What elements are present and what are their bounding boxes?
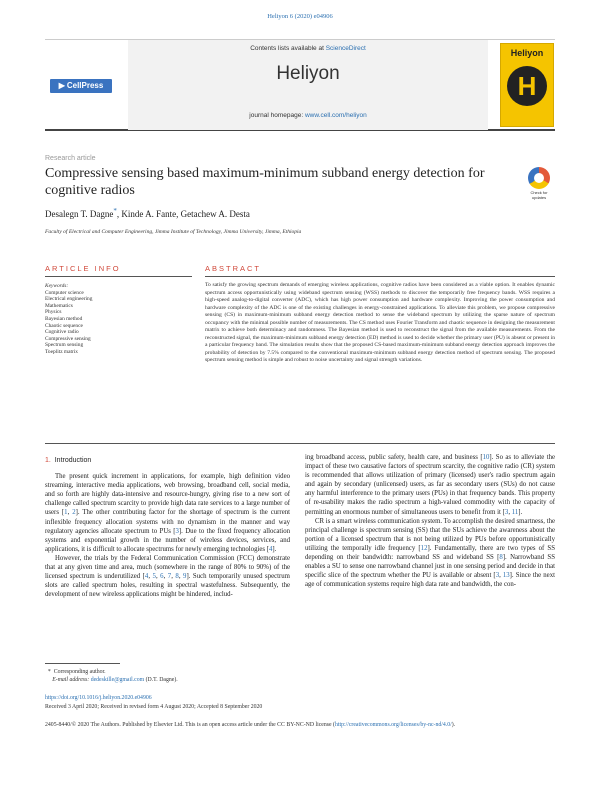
- paragraph-text: ,: [508, 508, 512, 516]
- paragraph: [45, 554, 290, 599]
- received-dates: Received 3 April 2020; Received in revised form 4 August 2020; Accepted 8 September 2020: [45, 703, 263, 710]
- cellpress-logo-text: CellPress: [66, 81, 104, 90]
- divider: [45, 276, 192, 277]
- keyword: Cognitive radio: [45, 329, 79, 336]
- paragraph-text: ]. Due to the fixed frequency allocation systems and exponential growth in the number of wireless devices, services, and applications, it is difficult to allocate spectrums for newly emerging technologies [: [45, 527, 290, 553]
- citation-link[interactable]: 9: [183, 573, 187, 581]
- section-number: 1.: [45, 457, 51, 464]
- author-name[interactable]: Getachew A. Desta: [180, 209, 250, 219]
- doi-block: [45, 694, 555, 711]
- paragraph: [305, 517, 555, 590]
- contents-prefix: Contents lists available at: [250, 45, 326, 52]
- author-name[interactable]: Kinde A. Fante: [121, 209, 177, 219]
- corresponding-mark[interactable]: *: [113, 207, 117, 215]
- journal-title: Heliyon: [276, 63, 340, 84]
- email-link[interactable]: dedeskille@gmail.com: [90, 677, 145, 683]
- journal-reference[interactable]: Heliyon 6 (2020) e04906: [267, 13, 333, 20]
- keyword: Mathematics: [45, 302, 73, 309]
- citation-link[interactable]: 6: [160, 573, 164, 581]
- keywords-block: [45, 283, 195, 356]
- citation-link[interactable]: 10: [482, 454, 490, 461]
- license-link[interactable]: http://creativecommons.org/licenses/by-nc-nd/4.0/: [334, 722, 452, 728]
- keyword: Electrical engineering: [45, 296, 93, 303]
- paragraph-text: ,: [171, 573, 176, 581]
- footnote-mark: *: [47, 669, 51, 675]
- section-heading: [45, 456, 290, 465]
- citation-link[interactable]: 2: [72, 509, 76, 517]
- cellpress-logo: [50, 79, 112, 93]
- citation-link[interactable]: 3: [175, 527, 179, 535]
- paragraph-text: ing broadband access, public safety, health care, and business [: [305, 454, 483, 461]
- divider: [205, 276, 555, 277]
- paragraph-text: ]. So as to alleviate the impact of these two causative factors of spectrum scarcity, the cognitive radio (CR) system is recommended that allows utilization of primary (licensed) user's radio spectrum again and again by secondary (unlicensed) users, as far as secondary users (SUs) do not cause any harmful interference to the primary users (PUs) in that frequency bands. This property of re-usability makes the radio spectrum a high-valued commodity with the capacity of permitting an enormous number of simultaneous users to benefit from it [: [305, 454, 555, 516]
- citation-link[interactable]: 11: [511, 508, 519, 516]
- footnote: [45, 668, 305, 684]
- body-column-left: [45, 456, 290, 599]
- publisher-logo-box[interactable]: [45, 47, 117, 124]
- keyword: Computer science: [45, 289, 84, 296]
- license-statement: [45, 721, 555, 729]
- contents-line: [128, 45, 488, 52]
- keyword: Toeplitz matrix: [45, 348, 79, 355]
- license-text: 2405-8440/© 2020 The Authors. Published by Elsevier Ltd. This is an open access article under the CC BY-NC-ND license (: [45, 722, 335, 728]
- citation-link[interactable]: 1: [64, 509, 68, 517]
- paragraph-text: ]. Since the next age of communication systems require high data rate and bandwidth, the con-: [305, 572, 555, 589]
- author-list: [45, 207, 250, 219]
- cover-title: Heliyon: [510, 48, 544, 58]
- article-info-heading: ARTICLE INFO: [45, 264, 121, 273]
- citation-link[interactable]: 3: [504, 508, 509, 516]
- keyword: Compressive sensing: [45, 335, 91, 342]
- citation-link[interactable]: 4: [269, 545, 273, 553]
- paragraph-text: ,: [163, 573, 168, 581]
- homepage-line: [128, 112, 488, 119]
- paragraph-text: ,: [155, 573, 161, 581]
- corresponding-label: Corresponding author.: [53, 669, 106, 675]
- doi-link[interactable]: https://doi.org/10.1016/j.heliyon.2020.e04906: [45, 695, 152, 701]
- abstract-heading: ABSTRACT: [205, 264, 262, 273]
- paragraph-text: ]. The other contributing factor for the shortage of spectrum is the current inflexible frequency allocation systems with no dynamism in the manner and way regulatory agencies allocate spectrum to PUs [: [45, 509, 290, 535]
- keyword: Bayesian method: [45, 315, 83, 322]
- citation-link[interactable]: 7: [167, 573, 172, 581]
- citation-link[interactable]: 5: [152, 573, 156, 581]
- paragraph-text: ]. Such temporarily unused spectrum slots are called spectrum holes, resulting in spectral wastefulness. Subsequently, the development of new wireless applications might be hindered, includ-: [45, 573, 290, 599]
- paragraph-text: However, the trials by the Federal Communication Commission (FCC) demonstrate that at any given time and area, much (somewhere in the range of 80% to 90%) of the licensed spectrum is underutilized [: [45, 554, 290, 581]
- license-end: ).: [451, 722, 456, 728]
- paragraph-text: ,: [67, 509, 73, 517]
- citation-link[interactable]: 4: [144, 573, 149, 581]
- body-column-right: [305, 453, 555, 589]
- homepage-prefix: journal homepage:: [249, 112, 305, 119]
- email-label: E-mail address:: [52, 677, 91, 683]
- cellpress-icon: ▶: [58, 81, 65, 90]
- citation-link[interactable]: 8: [499, 554, 503, 562]
- paragraph-text: ].: [518, 508, 523, 516]
- check-updates-label: Check for updates: [530, 190, 548, 200]
- article-type: Research article: [45, 155, 96, 162]
- footnote-divider: [45, 663, 120, 664]
- keywords-title: Keywords:: [45, 283, 69, 289]
- keyword: Physics: [45, 309, 62, 316]
- paragraph: [305, 453, 555, 517]
- author-name[interactable]: Desalegn T. Dagne: [45, 209, 114, 219]
- paragraph-text: CR is a smart wireless communication system. To accomplish the desired smartness, the principal challenge is spectrum sensing (SS) that the SUs achieve the awareness about the portion of a licensed spectrum that is not being utilized by PUs before opportunistically utilizing the temporally idle frequency [: [305, 517, 555, 552]
- check-for-updates-button[interactable]: [526, 167, 552, 201]
- abstract-text: To satisfy the growing spectrum demands of emerging wireless applications, cognitive radios have been considered as a viable option. It enables dynamic spectrum access opportunistically using wideband spectrum sensing (WSS) methods to discover the temporarily free frequency bands. WSS requires a high-speed analog-to-digital converter (ADC), which has high power consumption and hardware complexity. Improving the power consumption and hardware complexity of the ADC is one of the existing challenges in energy-constrained applications. To alleviate this problem, we propose compressive sensing (CS) in maximum-minimum subband energy detection method to sense the wideband spectrum by utilizing the sparse nature of spectrum occupancy with the minimal possible number of measurements. The CS method uses Fourier Transform and chaotic sequence in designing the measurement matrix to achieve both determinacy and randomness. The Bayesian method is used to reconstruct the signal from the available measurements. From the reconstructed signal, the maximum-minimum subband energy detection (ED) method is used to decide whether the primary user (PU) is absent or present in a particular frequency band. The simulation results show that the proposed CS-based maximum-minimum subband energy detection approach improves the probability of detection by 7.5% compared to the conventional maximum-minimum subband energy detection method of spectrum sensing. The proposed spectrum sensing method is simple and robust to noise uncertainty and signal strength variations.: [205, 282, 555, 364]
- email-suffix: (D.T. Dagne).: [144, 677, 178, 683]
- citation-link[interactable]: 8: [175, 573, 179, 581]
- citation-link[interactable]: 13: [502, 572, 510, 580]
- check-updates-icon: [528, 167, 550, 189]
- divider: [45, 443, 555, 444]
- paragraph-text: ]. Narrowband SS enables a SU to sense one narrowband channel just in one sensing period and decide in that specific slice of the spectrum whether the PU is available or absent [: [305, 554, 555, 580]
- keyword: Chaotic sequence: [45, 322, 83, 329]
- citation-link[interactable]: 12: [420, 544, 428, 552]
- paragraph-text: ].: [272, 545, 277, 553]
- author-separator: ,: [176, 209, 181, 219]
- affiliation: Faculty of Electrical and Computer Engineering, Jimma Institute of Technology, Jimma University, Jimma, Ethiopia: [45, 229, 302, 235]
- keyword: Spectrum sensing: [45, 342, 84, 349]
- sciencedirect-link[interactable]: ScienceDirect: [325, 45, 366, 52]
- paragraph: [45, 472, 290, 554]
- paragraph-text: ,: [148, 573, 153, 581]
- paragraph-text: ,: [178, 573, 184, 581]
- cover-logo-icon: H: [507, 66, 547, 106]
- paragraph-text: The present quick increment in applications, for example, high definition video streaming, interactive media applications, web browsing, broadband cell, social media, and so forth are highly data-intensive and resource-hungry, giving rise to a new sort of challenge called spectrum scarcity to provide high data rate services to a large number of users [: [45, 473, 290, 517]
- article-title: Compressive sensing based maximum-minimum subband energy detection for cognitive radios: [45, 166, 485, 198]
- author-separator: ,: [116, 209, 122, 219]
- section-title: Introduction: [54, 457, 92, 464]
- paragraph-text: ]. Fundamentally, there are two types of SS depending on their bandwidth: narrowband SS and wideband SS [: [305, 544, 555, 562]
- homepage-link[interactable]: www.cell.com/heliyon: [304, 112, 367, 119]
- citation-link[interactable]: 3: [495, 572, 500, 580]
- paragraph-text: ,: [499, 572, 503, 580]
